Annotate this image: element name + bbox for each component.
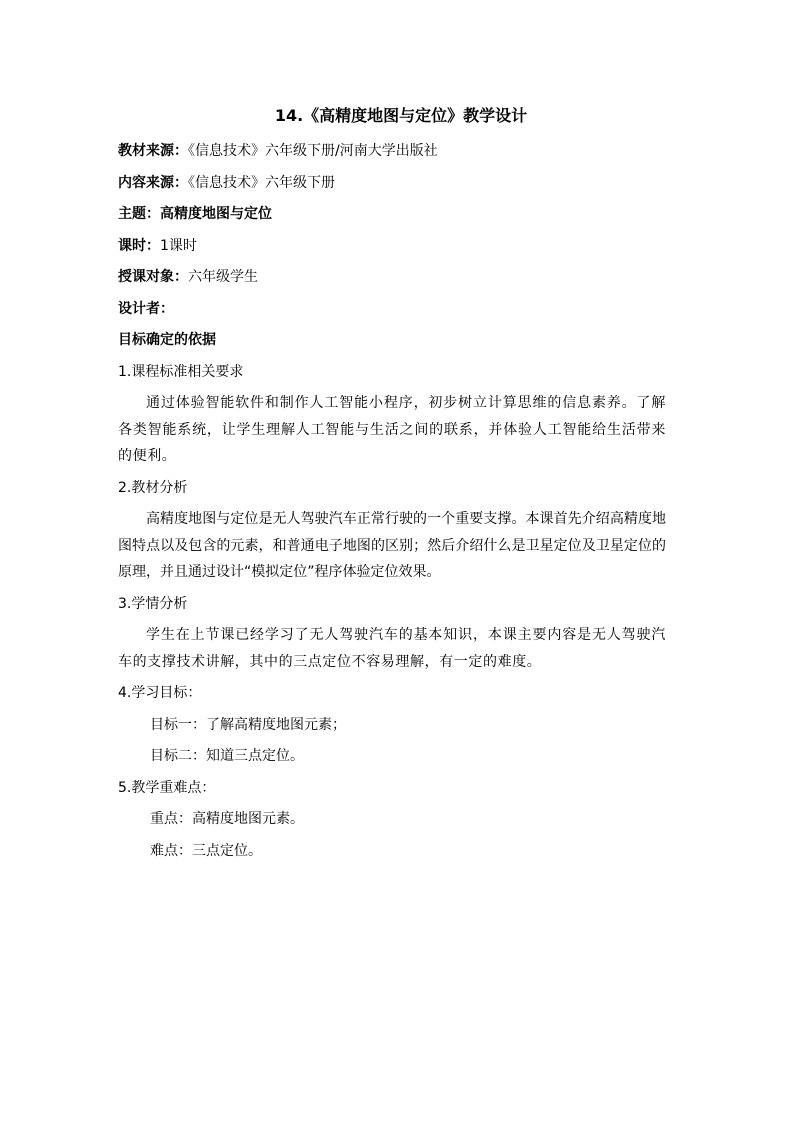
meta-value: 高精度地图与定位 [160,206,272,222]
document-content [118,104,666,867]
document-title: 14.《高精度地图与定位》教学设计 [274,106,528,125]
meta-label: 内容来源： [118,174,188,191]
subsection-heading: 3.学情分析 [118,595,188,612]
meta-label: 设计者： [118,300,174,317]
section-heading: 目标确定的依据 [118,332,216,348]
list-item: 重点：高精度地图元素。 [150,811,304,827]
meta-content-source [118,168,666,200]
paragraph-textbook-analysis: 高精度地图与定位是无人驾驶汽车正常行驶的一个重要支撑。本课首先介绍高精度地图特点以及包含的元素，和普通电子地图的区别；然后介绍什么是卫星定位及卫星定位的原理，并且通过设计“模拟定位”程序体验定位效果。 [118,511,666,580]
paragraph-learner-analysis: 学生在上节课已经学习了无人驾驶汽车的基本知识，本课主要内容是无人驾驶汽车的支撑技术讲解，其中的三点定位不容易理解，有一定的难度。 [118,627,666,670]
meta-topic [118,199,666,231]
meta-label: 课时： [118,237,160,254]
meta-class-hours [118,231,666,263]
meta-value: 1课时 [160,237,197,254]
meta-label: 主题： [118,206,160,222]
meta-value: 六年级学生 [188,269,258,285]
meta-label: 授课对象： [118,269,188,285]
meta-value: 《信息技术》六年级下册 [188,174,335,191]
subsection-heading: 2.教材分析 [118,479,188,496]
paragraph-curriculum-standards: 通过体验智能软件和制作人工智能小程序，初步树立计算思维的信息素养。了解各类智能系统，让学生理解人工智能与生活之间的联系，并体验人工智能给生活带来的便利。 [118,395,666,464]
subsection-heading: 1.课程标准相关要求 [118,363,244,380]
meta-label: 教材来源： [118,143,188,159]
subsection-heading: 5.教学重难点： [118,779,216,796]
list-item: 目标二：知道三点定位。 [150,748,304,764]
meta-audience [118,262,666,294]
list-item: 难点：三点定位。 [150,842,262,859]
meta-designer [118,294,666,326]
subsection-heading: 4.学习目标： [118,685,202,701]
meta-textbook-source [118,136,666,168]
meta-value: 《信息技术》六年级下册/河南大学出版社 [188,143,438,159]
list-item: 目标一：了解高精度地图元素； [150,716,346,733]
